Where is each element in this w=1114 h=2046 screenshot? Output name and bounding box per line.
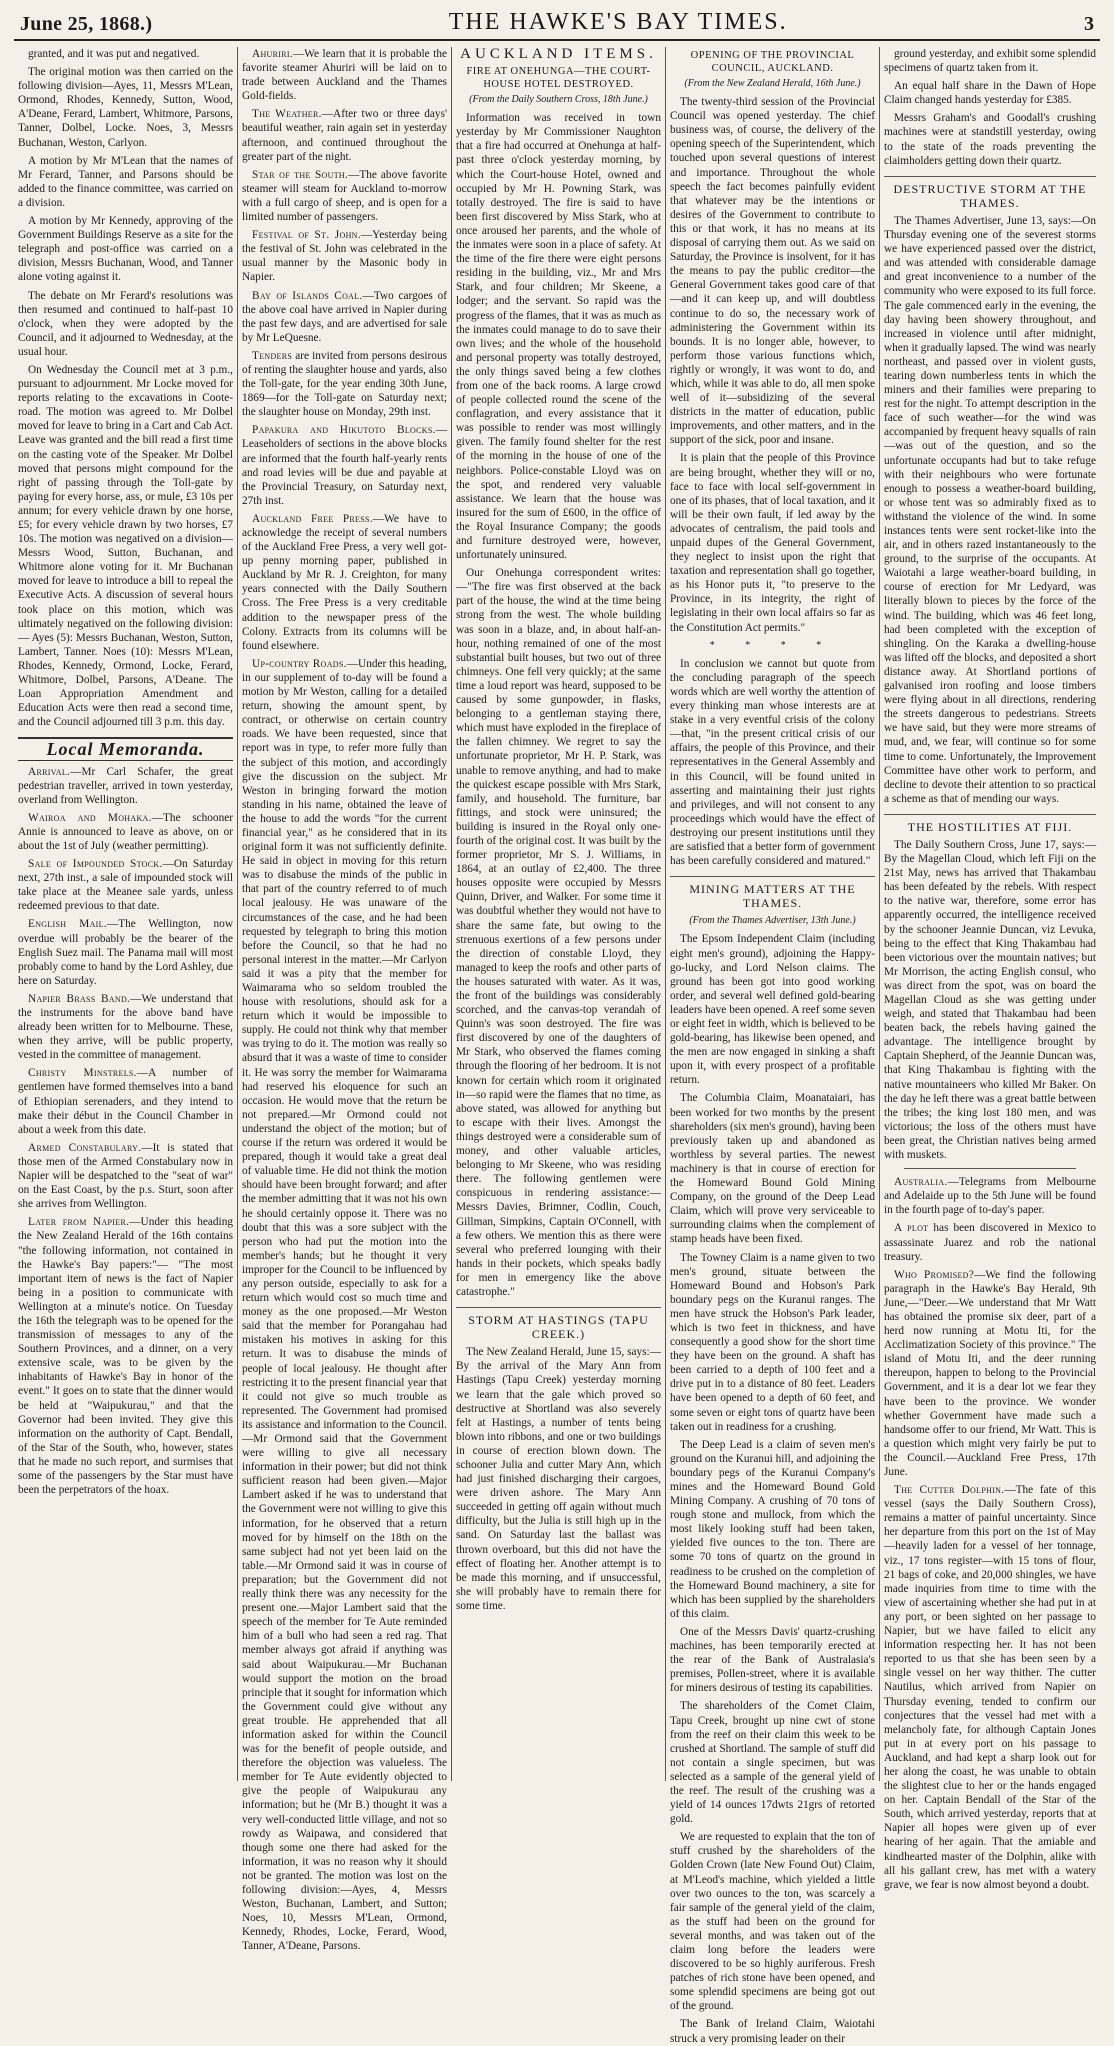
news-item [18, 1215, 233, 1497]
item-text: —Under this heading the New Zealand Herald of the 16th contains "the following information, not contained in the Hawke's Bay papers:"— "The most important item of news is the fact of Napier being in a position to communicate with Wellington at a minute's notice. On Tuesday the 16th the telegraph was to be opened for the transmission of messages to any of the Southern Provinces, and a dinner, on a very extensive scale, was to be given by the inhabitants of Hawke's Bay in honor of the event." It goes on to state that the dinner would be held at "Waipukurau," and that the Governor had been invited. They give this information on the authority of Capt. Bendall, of the Star of the South, who, however, states that he made no such report, and surmises that some of the passengers by the Star must have been the perpetrators of the hoax. [18, 1216, 233, 1497]
mining-paragraph: The Deep Lead is a claim of seven men's ground on the Kuranui hill, and adjoining the boundary pegs of the Kuranui Company's mines and the Homeward Bound Gold Mining Company. A crushing of 70 tons of rough stone and mullock, from which the most likely looking stuff had been taken, yielded five ounces to the ton. There are some 70 tons of quartz on the ground in readiness to be crushed on the completion of the Homeward Bound machinery, a site for which has been supplied by the shareholders of this claim. [670, 1438, 875, 1620]
news-item [18, 765, 233, 807]
item-text: —We understand that the instruments for the above band have already been written for to Melbourne. These, when they arrive, will be public property, vested in the committee of management. [18, 992, 233, 1062]
item-text: —Yesterday being the festival of St. John was celebrated in the usual manner by the Masonic body in Napier. [242, 229, 448, 284]
item-head: English Mail. [28, 918, 107, 931]
section-break-stars: * * * * [709, 639, 836, 651]
fire-headline: FIRE AT ONEHUNGA—THE COURT-HOUSE HOTEL DESTROYED. [466, 66, 651, 91]
item-head: Australia. [894, 1176, 948, 1189]
item-text: —The schooner Annie is announced to leave as above, on or about the 1st of July (weather permitting). [18, 811, 233, 852]
news-item [18, 917, 233, 987]
item-text: —We find the following paragraph in the Hawke's Bay Herald, 9th June,—"Deer.—We understand that Mr Watt has obtained the promise six deer, part of a herd now running at Motu Iti, for the Acclimatization Society of this province." The island of Motu Iti, and the deer running thereupon, happen to belong to the Provincial Government, and it is a dear lot we fear they have been to the province. We wonder whether Government have made such a handsome offer to our friend, Mr Watt. This is a question which might very fairly be put to the Council.—Auckland Free Press, 17th June. [884, 1268, 1096, 1478]
council-paragraph: On Wednesday the Council met at 3 p.m., pursuant to adjournment. Mr Locke moved for reports relating to the excavations in Coote-road. The motion was agreed to. Mr Dolbel moved for leave to bring in a Cart and Cab Act. Leave was granted and the bill read a first time on the casting vote of the Speaker. Mr Dolbel moved that persons might compound for the right of passing through the Toll-gate by paying for every horse, ass, or mule, £3 10s per annum; for every vehicle drawn by one horse, £5; for every vehicle drawn by two horses, £7 10s. The motion was negatived on a division—Messrs Wood, Sutton, Buchanan, and Whitmore alone voting for it. Mr Buchanan moved for leave to introduce a bill to repeal the Executive Acts. A discussion of several hours took place on this motion, which was ultimately negatived on the following division:— Ayes (5): Messrs Buchanan, Weston, Sutton, Lambert, Tanner. Noes (10): Messrs M'Lean, Rhodes, Kennedy, Ormond, Locke, Ferard, Whitmore, Dolbel, Parsons, A'Deane. The Loan Appropriation Amendment and Education Acts were then read a second time, and the Council adjourned till 3 p.m. this day. [18, 363, 233, 729]
news-item [18, 1141, 233, 1211]
mining-paragraph: We are requested to explain that the ton of stuff crushed by the shareholders of the Golden Crown (late New Found Out) Claim, at M'Leod's machine, which yielded a little over two ounces to the ton, was scarcely a fair sample of the general yield of the claim, as the stuff had been on the ground for several months, and was taken out of the claim long before the leaders were discovered to be so highly auriferous. Fresh patches of rich stone have been opened, and some splendid specimens are being got out of the ground. [670, 1831, 875, 2013]
mining-credit: (From the Thames Advertiser, 13th June.) [689, 915, 856, 927]
council-paragraph: The original motion was then carried on the following division—Ayes, 11, Messrs M'Lean, Ormond, Rhodes, Kennedy, Sutton, Wood, A'Deane, Ferard, Lambert, Whitmore, Parsons, Tanner, Dolbel, Locke. Noes, 3, Messrs Buchanan, Weston, Carlyon. [18, 66, 233, 149]
news-item [884, 1268, 1096, 1479]
council-paragraph: A motion by Mr Kennedy, approving of the Government Buildings Reserve as a site for the telegraph and post-office was carried on a division, Messrs Buchanan, Wood, and Tanner alone voting against it. [18, 215, 233, 284]
item-text: —Leaseholders of sections in the above blocks are informed that the fourth half-yearly rents and road levies will be due and payable at the Provincial Treasury, on Saturday next, 27th inst. [242, 424, 447, 507]
item-head: Auckland Free Press. [252, 512, 373, 525]
mining-headline: MINING MATTERS AT THE THAMES. [670, 876, 875, 910]
item-text: —After two or three days' beautiful weather, rain again set in yesterday afternoon, and continued throughout the greater part of the night. [242, 108, 448, 163]
item-head: Festival of St. John. [252, 229, 361, 242]
provincial-council-credit: (From the New Zealand Herald, 16th June.) [684, 78, 861, 89]
council-speech-paragraph: The twenty-third session of the Provincial Council was opened yesterday. The chief business was, of course, the delivery of the opening speech of the Superintendent, which touched upon several questions of interest and importance. Throughout the whole speech the fact becomes painfully evident that whatever may be the intentions or desires of the Government to contribute to this or that work, it has no means at its disposal of carrying them out. As we said on Saturday, the Province is insolvent, for it has the means to pay the public creditor—the General Government takes good care of that—and it can keep up, and will doubtless continue to do so, the necessary work of administering the Government within its bounds. It is no longer able, however, to perform those various functions which, rightly or wrongly, it was wont to do, and which, while it was able to do, all men spoke well of it—subsidizing of the several districts in the matter of education, public improvements, and other matters, and in the support of the sick, poor and insane. [670, 96, 875, 447]
item-head: Christy Minstrels. [28, 1067, 137, 1080]
item-head: Up-country Roads. [252, 657, 347, 670]
column-4 [666, 47, 880, 2045]
item-head: Bay of Islands Coal. [252, 289, 363, 302]
item-text: —Mr Carl Schafer, the great pedestrian traveller, arrived in town yesterday, overland from Wellington. [18, 765, 233, 806]
news-item [242, 423, 447, 508]
column-3 [452, 47, 666, 1781]
item-head: Papakura and Hikutoto Blocks. [252, 424, 436, 437]
item-head: Later from Napier. [28, 1216, 130, 1229]
item-head: Armed Constabulary. [28, 1141, 142, 1154]
item-head: Star of the South. [252, 168, 349, 181]
fire-credit: (From the Daily Southern Cross, 18th June.) [469, 94, 648, 106]
council-speech-paragraph: It is plain that the people of this Province are being brought, whether they will or no, face to face with local self-government in one of its phases, that of local taxation, and it will be their own fault, if led away by the advocates of centralism, the paid tools and unpaid dupes of the General Government, they neglect to insist upon the right that taxation and representation shall go together, as his Honor puts it, "to preserve to the Province, in its integrity, the right of legislating in their own local affairs so far as the Constitution Act permits." [670, 452, 875, 634]
news-item [242, 107, 447, 163]
item-head: Napier Brass Band. [28, 992, 131, 1005]
item-text: —It is stated that those men of the Armed Constabulary now in Napier will be despatched to the "seat of war" on the East Coast, by the p.s. Sturt, soon after she arrives from Wellington. [18, 1141, 233, 1211]
news-item [18, 1066, 233, 1136]
item-text: —On Saturday next, 27th inst., a sale of impounded stock will take place at the Meanee sale yards, unless redeemed previous to that date. [18, 858, 233, 913]
item-head: Who Promised? [894, 1268, 975, 1281]
news-item [18, 857, 233, 913]
news-item [242, 289, 447, 345]
item-head: The Cutter Dolphin. [894, 1484, 1005, 1497]
storm-hastings-paragraph: The New Zealand Herald, June 15, says:—By the arrival of the Mary Ann from Hastings (Tapu Creek) yesterday morning we learn that the gale which proved so destructive at Shortland was also severely felt at Hastings, a number of tents being blown into ribbons, and one or two buildings in course of erection blown down. The schooner Julia and cutter Mary Ann, which had just finished discharging their cargoes, were driven ashore. The Mary Ann succeeded in getting off again without much difficulty, but the Julia is still high up in the sand. On Saturday last the ballast was thrown overboard, but this did not have the effect of floating her. Another attempt is to be made this morning, and if unsuccessful, she will probably have to remain there for some time. [456, 1346, 661, 1612]
mining-continued-paragraph: An equal half share in the Dawn of Hope Claim changed hands yesterday for £385. [884, 80, 1096, 107]
item-head: Ahuriri. [252, 48, 293, 60]
auckland-items-heading: AUCKLAND ITEMS. [460, 46, 657, 62]
news-item [242, 512, 447, 653]
item-text: —The Wellington, now overdue will probably be the bearer of the English Suez mail. The Panama mail will most probably come to hand by the Lord Ashley, due here on Saturday. [18, 918, 233, 987]
fire-paragraph: Information was received in town yesterday by Mr Commissioner Naughton that a fire had occurred at Onehunga at half-past three o'clock yesterday morning, by which the Court-house Hotel, owned and occupied by Mr H. Powning Stark, was totally destroyed. The fire is said to have been first discovered by Miss Stark, who at once aroused her parents, and the whole of the inmates were soon in a place of safety. At the time of the fire there were eight persons residing in the building, viz., Mr and Mrs Stark, and four children; Mr Skeene, a lodger; and the servant. So rapid was the progress of the flames, that it was as much as the inmates could manage to do to save their own lives; and the whole of the household and personal property was totally destroyed, the only things saved being a few clothes from one of the back rooms. A large crowd of people collected round the scene of the conflagration, and every assistance that it was possible to render was most willingly given. The family found shelter for the rest of the morning in the house of one of the neighbors. Police-constable Lloyd was on the spot, and rendered very valuable assistance. We learn that the house was insured for the sum of £600, in the office of the Royal Insurance Company; the goods and furniture destroyed were, however, unfortunately uninsured. [456, 112, 661, 562]
item-text: has been discovered in Mexico to assassinate Juarez and rob the national treasury. [884, 1222, 1096, 1263]
thames-storm-headline: DESTRUCTIVE STORM AT THE THAMES. [884, 176, 1096, 210]
column-2 [238, 47, 452, 1953]
divider [904, 1168, 1076, 1169]
column-5 [880, 47, 1100, 1891]
storm-hastings-headline: STORM AT HASTINGS (TAPU CREEK.) [456, 1307, 661, 1341]
item-text: are invited from persons desirous of renting the slaughter house and yards, also the Toll-gate, for the year ending 30th June, 1869—for the Toll-gate on Saturday next; the slaughter house on Monday, 29th inst. [242, 349, 447, 419]
item-text: —We learn that it is probable the favorite steamer Ahuriri will be laid on to trade between Auckland and the Thames Gold-fields. [242, 48, 447, 103]
fiji-paragraph: The Daily Southern Cross, June 17, says:—By the Magellan Cloud, which left Fiji on the 21st May, news has arrived that Thakambau has been defeated by the rebels. With respect to the native war, therefore, some error has apparently occurred, the intelligence received by the schooner Jeannie Duncan, viz Levuka, being to the effect that King Thakambau had been victorious over the mountain natives; but Mr Morrison, the acting English consul, who was direct from the spot, was on board the Magellan Cloud as she was getting under weigh, and stated that Thakambau had been beaten back, the rebels having gained the advantage. The intelligence brought by Captain Shepherd, of the Jeannie Duncan was, that King Thakambau is fighting with the native mountaineers who killed Mr Baker. On the day he left there was a great battle between the tribes; the king lost 180 men, and was victorious; the loss of the others must have been great, the Christian natives being armed with muskets. [884, 838, 1096, 1162]
news-item [18, 992, 233, 1062]
issue-date: June 25, 1868.) [20, 13, 153, 35]
mining-paragraph: The Epsom Independent Claim (including eight men's ground), adjoining the Happy-go-lucky, and Lord Nelson claims. The ground has been got into good working order, and several well defined gold-bearing leaders have been opened. A reef some seven or eight feet in width, which is believed to be gold-bearing, has likewise been opened, and the men are now engaged in sinking a shaft upon it, with every prospect of a profitable return. [670, 933, 875, 1087]
item-text: —A number of gentlemen have formed themselves into a band of Ethiopian serenaders, and they intend to make their début in the Council Chamber in about a week from this date. [18, 1067, 234, 1136]
council-paragraph: granted, and it was put and negatived. [28, 48, 200, 60]
local-memoranda-heading: Local Memoranda. [18, 737, 233, 760]
news-item [884, 1483, 1096, 1892]
item-head: Sale of Impounded Stock. [28, 858, 163, 871]
item-text: —Under this heading, in our supplement of to-day will be found a motion by Mr Weston, calling for a detailed return, showing the amount spent, by contract, or otherwise on certain country roads. We have been requested, since that report was in type, to refer more fully than the subject of this motion, and accordingly give the discussion on the subject. Mr Weston in bringing forward the motion standing in his name, obtained the leave of the house to add the words "for the current financial year," as he considered that in its original form it was not sufficiently definite. He said in object in moving for this return was to disabuse the minds of the public in that part of the country referred to of much local jealousy. He was unaware of the circumstances of the case, and he had been requested by telegraph to bring this motion before the Council, so that he had no personal interest in the matter.—Mr Carlyon said it was a pity that the member for Waimarama who so seldom troubled the house with resolutions, should ask for a return which it would be impossible to supply. He could not think why that member was trying to do it. The motion was really so absurd that it was a waste of time to consider it. He was sorry the member for Waimarama had reserved his eloquence for such an occasion. He would move that the return be not prepared.—Mr Ormond could not understand the object of the motion; but of course if the return was ordered it would be prepared, though it would take a great deal of valuable time. He did not think the motion should have been brought forward; and after the member admitting that it was not his own he should certainly oppose it. There was no doubt that this was a sore subject with the person who had put the motion into the member's hands; but he thought it very improper for the Council to be influenced by any person outside, especially to ask for a return which would cost so much time and money as the one proposed.—Mr Weston said that the member for Porangahau had mistaken his motives in asking for this return. It was to disabuse the minds of people of local jealousy. He thought after restricting it to the present financial year that it could not give so much trouble as represented. The Government had promised its assistance and information to the Council.—Mr Ormond said that the Government were willing to give all necessary information in their power; but did not think sufficient reason had been given.—Major Lambert asked if he was to understand that the Government were not willing to give this information, for he observed that a return moved for by himself on the 18th on the same subject had not yet been laid on the table.—Mr Ormond said it was in course of preparation; but the Government did not really think there was any necessity for the present one.—Major Lambert said that the speech of the member for Te Aute reminded him of a bull who had seen a red rag. That member always got afraid if anything was said about Waipukurau.—Mr Buchanan would support the motion on the broad principle that it sought for information which the Government could give without any great trouble. He apprehended that all information asked for within the Council was for the benefit of people outside, and therefore the objection was valueless. The member for Te Aute evidently objected to give the people of Waipukurau any information; but he (Mr B.) thought it was a very well-conducted little village, and not so rowdy as Waipawa, and considered that though some one there had asked for the information, it was no reason why it should not be granted. The motion was lost on the following division:—Ayes, 4, Messrs Weston, Buchanan, Lambert, and Sutton; Noes, 10, Messrs M'Lean, Ormond, Kennedy, Rhodes, Locke, Ferard, Wood, Tanner, A'Deane, Parsons. [242, 657, 447, 1953]
news-item [242, 168, 447, 224]
news-item [242, 228, 447, 284]
item-text: —The above favorite steamer will steam for Auckland to-morrow with a full cargo of sheep, and is open for a limited number of passengers. [242, 168, 447, 224]
news-item [18, 811, 233, 853]
item-text: —The fate of this vessel (says the Daily Southern Cross), remains a matter of painful uncertainty. Since her departure from this port on the 1st of May—heavily laden for a vessel of her tonnage, viz., 17 tons register—with 15 tons of flour, 21 bags of coke, and 20,000 shingles, we have made inquiries from time to time with the view of ascertaining whether she had put in at any port, or been sighted on her passage to Napier, but we have failed to elicit any information respecting her. It has not been reported to us that she has been seen by a single vessel on her way thither. The cutter Nautilus, which arrived from Napier on Thursday evening, tended to confirm our conjectures that the vessel had met with a melancholy fate, for although Captain Jones put in at every port on his passage to Auckland, and had kept a sharp look out for her along the coast, he was unable to obtain the slightest clue to her or the hands engaged on her. Captain Bendall of the Star of the South, which arrived yesterday, reports that at Napier all hopes were given up of ever hearing of her again. That the amiable and kindhearted master of the Dolphin, alike with all his gallant crew, has met with a watery grave, we fear is now almost beyond a doubt. [884, 1484, 1096, 1891]
column-1 [14, 47, 238, 1781]
item-text: —Telegrams from Melbourne and Adelaide up to the 5th June will be found in the fourth page of to-day's paper. [884, 1176, 1096, 1217]
item-head: The Weather. [252, 108, 322, 121]
masthead [14, 8, 1100, 41]
columns [14, 46, 1100, 2045]
mining-paragraph: The shareholders of the Comet Claim, Tapu Creek, brought up nine cwt of stone from the reef on their claim this week to be crushed at Shortland. The sample of stuff did not contain a single specimen, but was selected as a sample of the general yield of the reef. The result of the crushing was a yield of 14 ounces 17dwts 21grs of retorted gold. [670, 1700, 875, 1826]
mining-continued-paragraph: ground yesterday, and exhibit some splendid specimens of quartz taken from it. [884, 48, 1096, 75]
mining-paragraph: One of the Messrs Davis' quartz-crushing machines, has been temporarily erected at the rear of the Bank of Australasia's premises, Pollen-street, where it is available for miners desirous of testing its capabilities. [670, 1625, 875, 1695]
news-item [242, 47, 447, 103]
item-head: Wairoa and Mohaka. [28, 811, 152, 824]
item-text: —We have to acknowledge the receipt of several numbers of the Auckland Free Press, a very well got-up penny morning paper, published in Auckland by Mr R. J. Creighton, for many years connected with the Daily Southern Cross. The Free Press is a very creditable addition to the newspaper press of the Colony. Extracts from its columns will be found elsewhere. [242, 512, 447, 652]
fiji-headline: THE HOSTILITIES AT FIJI. [884, 814, 1096, 834]
mining-paragraph: The Bank of Ireland Claim, Waiotahi struck a very promising leader on their [670, 2018, 875, 2045]
council-paragraph: A motion by Mr M'Lean that the names of Mr Ferard, Tanner, and Parsons should be added to the finance committee, was carried on a division. [18, 154, 233, 209]
fire-paragraph: Our Onehunga correspondent writes:—"The fire was first observed at the back part of the house, the wind at the time being strong from the west. The whole building was soon in a blaze, and, in about half-an-hour, nothing remained of one of the most substantial built houses, but two out of three chimneys. One fell very quickly; at the same time a loud report was heard, supposed to be caused by some gunpowder, in flasks, belonging to a gentleman staying there, which must have exploded in the fireplace of the fallen chimney. We regret to say the unfortunate proprietor, Mr H. P. Stark, was unable to remove anything, and had to make the quickest escape possible with Mrs Stark, family, and household. The furniture, bar fittings, and stock were uninsured; the building is insured in the Royal only one-fourth of the original cost. It was built by the former proprietor, Mr S. J. Williams, in 1864, at an outlay of £2,400. The three houses opposite were occupied by Messrs Quinn, Driver, and Walker. For some time it was doubtful whether they would not have to share the same fate, but owing to the strenuous exertions of a few persons under the direction of constable Lloyd, they managed to keep the roofs and other parts of the houses saturated with water. As it was, the front of the buildings was considerably scorched, and the canvas-top verandah of Quinn's was soon destroyed. The fire was first discovered by one of the daughters of Mr Stark, who observed the flames coming through the flooring of her bedroom. It is not known for certain which room it originated in—so rapid were the flames that no time, as above stated, was allowed for anything but to escape with their lives. Amongst the things destroyed were a considerable sum of money, and other valuable articles, belonging to Mr Skeene, who was residing there. The following gentlemen were conspicuous in rendering assistance:—Messrs Davies, Brimner, Codlin, Couch, Gillman, Simpkins, Captain O'Connell, with a few others. We mention this as there were several who preferred lounging with their hands in their pockets, which speaks badly for men in emergency like the above catastrophe." [456, 567, 661, 1298]
item-text: —Two cargoes of the above coal have arrived in Napier during the past few days, and are advertised for sale by Mr LeQuesne. [242, 289, 447, 344]
news-item [884, 1175, 1096, 1217]
council-paragraph: The debate on Mr Ferard's resolutions was then resumed and continued to half-past 10 o'clock, when they were adopted by the Council, and it adjourned to Wednesday, at the usual hour. [18, 289, 233, 358]
mining-paragraph: The Columbia Claim, Moanataiari, has been worked for two months by the present shareholders (six men's ground), having been previously taken up and abandoned as worthless by several parties. The newest machinery is that in course of erection for the Homeward Bound Gold Mining Company, on the ground of the Deep Lead Claim, which will prove very serviceable to surrounding claims when the complement of stamp heads have been fixed. [670, 1092, 875, 1246]
news-item [884, 1221, 1096, 1263]
news-item [242, 657, 447, 1954]
item-head: Arrival. [28, 765, 71, 778]
provincial-council-headline: OPENING OF THE PROVINCIAL COUNCIL, AUCKLAND. [690, 50, 855, 74]
item-head: Tenders [252, 349, 293, 362]
mining-continued-paragraph: Messrs Graham's and Goodall's crushing machines were at standstill yesterday, owing to the state of the roads preventing the claimholders getting down their quartz. [884, 112, 1096, 167]
thames-storm-paragraph: The Thames Advertiser, June 13, says:—On Thursday evening one of the severest storms we have experienced passed over the district, and was attended with considerable damage and great inconvenience to a number of the community who were exposed to its full force. The gale commenced early in the evening, the day having been showery throughout, and increased in violence until after midnight, when it gradually lapsed. The wind was nearly northeast, and passed over in violent gusts, tearing down numberless tents in which the miners and their families were preparing to rest for the night. To attempt description in the face of such weather—for the wind was accompanied by frequent heavy squalls of rain—was out of the question, and so the unfortunate occupants had but to take refuge with their neighbours who were fortunate enough to possess a weather-board building, or whose tent was so admirably fixed as to withstand the violence of the wind. In some instances tents were sent rocket-like into the air, and in others razed instantaneously to the ground, to the surprise of the occupants. At Waiotahi a large weather-board building, in course of erection for Mr Ledyard, was literally blown to pieces by the force of the wind. The building, which was 46 feet long, had been completed with the exception of shingling. On the Karaka a dwelling-house was lifted off the blocks, and deposited a short distance away. At Shortland portions of galvanised iron roofing and loose timbers were flying about in all directions, rendering the streets dangerous to pedestrians. Streets we have said, but they were more streams of mud, and, we fear, will continue so for some time to come. Unfortunately, the Improvement Committee have other work to perform, and decline to devote their attention to so practical a scheme as that of mending our ways. [884, 214, 1096, 805]
page-number: 3 [1084, 13, 1094, 35]
council-speech-paragraph: In conclusion we cannot but quote from the concluding paragraph of the speech words which are well worthy the attention of every thinking man whose interests are at stake in a very eventful crisis of the colony—that, "in the present critical crisis of our affairs, the people of this Province, and their representatives in the General Assembly and in this Council, will be found united in asserting and maintaining their just rights and privileges, and will not consent to any proceedings which would have the effect of destroying our present institutions until they are satisfied that a better form of government has been carefully considered and matured." [670, 657, 875, 868]
mining-paragraph: The Towney Claim is a name given to two men's ground, situate between the Homeward Bound and Hobson's Park boundary pegs on the Kuranui ranges. The men have struck the Hobson's Park leader, which is two feet in thickness, and have consequently a good show for the short time they have been on the ground. A shaft has been carried to a depth of 100 feet and a drive put in to a distance of 80 feet. Leaders have been opened to a depth of 60 feet, and some seven or eight tons of quartz have been taken out in readiness for a crushing. [670, 1251, 875, 1433]
item-head: A plot [894, 1222, 929, 1235]
newspaper-title: THE HAWKE'S BAY TIMES. [448, 9, 788, 35]
news-item [242, 349, 447, 419]
